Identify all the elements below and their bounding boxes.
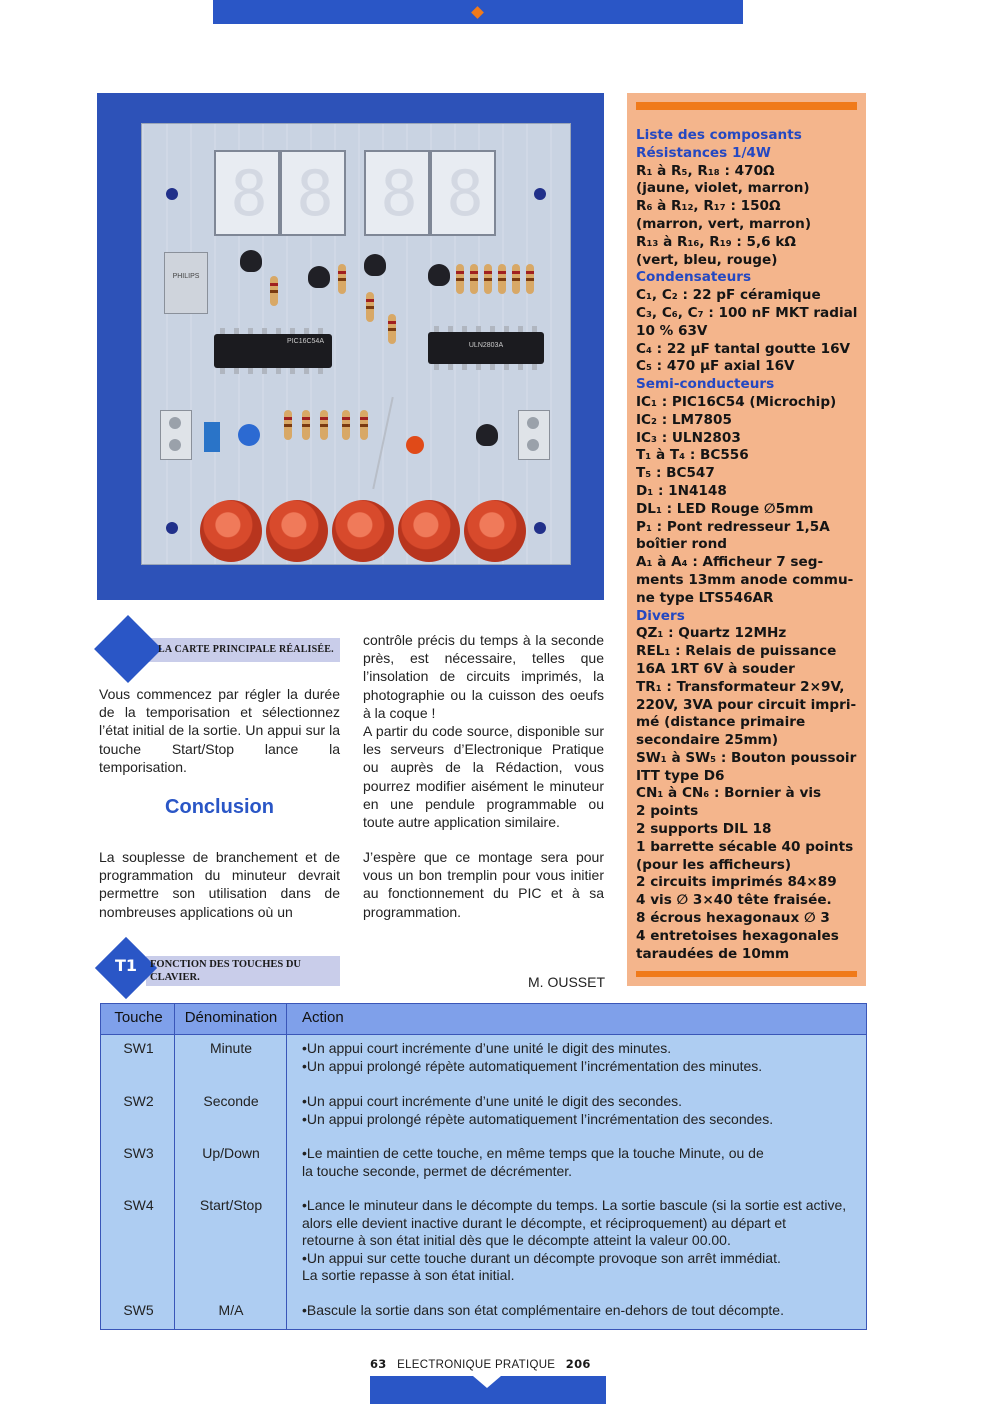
page-footer [370,1357,591,1371]
component-line: (marron, vert, marron) [636,215,812,232]
components-section-heading: Semi-conducteurs [636,376,775,393]
resistor [284,410,292,440]
table-header-cell: Touche [114,1009,163,1026]
terminal-block [160,410,192,460]
components-section-heading: Divers [636,607,685,624]
table-cell-key: SW2 [123,1093,154,1109]
component-line: 8 écrous hexagonaux ∅ 3 [636,910,830,927]
table-cell-action [302,1145,864,1180]
mounting-hole [166,522,178,534]
article-paragraph: La souplesse de branchement et de programmation du minuteur devrait permettre son utilisation dans de nombreuses applications où un [99,849,340,920]
table-cell-name: Seconde [203,1093,259,1109]
component-line: CN₁ à CN₆ : Bornier à vis [636,785,822,802]
component-line: 4 entretoises hexagonales [636,927,839,944]
components-list-panel [627,93,866,986]
table-number: T1 [114,956,138,975]
action-line: La sortie repasse à son état initial. [302,1267,515,1283]
pcb-board [141,123,571,565]
pic-microcontroller: PIC16C54A [214,334,332,368]
component-line: 1 barrette sécable 40 points [636,838,854,855]
component-line: T₅ : BC547 [636,465,715,482]
mounting-hole [534,522,546,534]
component-line: IC₁ : PIC16C54 (Microchip) [636,393,837,410]
component-line: C₄ : 22 µF tantal goutte 16V [636,340,851,357]
resistor [320,410,328,440]
components-list [636,127,862,963]
resistor [366,292,374,322]
table-cell-name: Start/Stop [199,1197,263,1213]
transistor [476,424,498,446]
magazine-name: ELECTRONIQUE PRATIQUE [397,1359,556,1371]
component-line: QZ₁ : Quartz 12MHz [636,625,787,642]
transistor [364,254,386,276]
component-line: ne type LTS546AR [636,589,774,606]
transistor [240,250,262,272]
component-line: 2 circuits imprimés 84×89 [636,874,837,891]
seven-segment-display: 8 [364,150,430,236]
component-line: SW₁ à SW₅ : Bouton poussoir [636,749,857,766]
uln2803-driver: ULN2803A [428,332,544,364]
seven-segment-display: 8 [430,150,496,236]
component-line: T₁ à T₄ : BC556 [636,447,749,464]
resistor [470,264,478,294]
component-line: ITT type D6 [636,767,725,784]
table-cell-action [302,1093,864,1128]
components-section-heading: Condensateurs [636,269,752,286]
author-signature: M. OUSSET [528,974,606,990]
bottom-arrow-ornament [473,1376,501,1388]
section-heading: Conclusion [165,796,274,818]
table-cell-action [302,1197,864,1285]
resistor [498,264,506,294]
table-cell-name: Minute [209,1040,253,1056]
photo-caption: LA CARTE PRINCIPALE RÉALISÉE. [158,644,334,655]
table-cell-key: SW5 [123,1302,154,1318]
article-paragraph: Vous commencez par régler la durée de la temporisation et sélectionnez l’état initial de la sortie. Un appui sur la touche Start/Stop lance la temporisation. [99,686,340,775]
action-line: •Lance le minuteur dans le décompte du temps. La sortie bascule (si la sortie est active, [302,1197,847,1213]
component-line: IC₂ : LM7805 [636,411,732,428]
resistor [484,264,492,294]
table-header-cell: Dénomination [184,1009,278,1026]
action-line: •Bascule la sortie dans son état complémentaire en-dehors de tout décompte. [302,1302,784,1318]
components-section-heading: Résistances 1/4W [636,144,771,161]
keys-function-table [100,1003,867,1330]
component-line: 2 supports DIL 18 [636,821,772,838]
action-line: •Un appui sur cette touche durant un décompte provoque son arrêt immédiat. [302,1249,781,1266]
issue-number: 206 [565,1357,591,1371]
panel-stripe [636,102,857,110]
table-cell-key: SW4 [123,1197,154,1213]
resistor [526,264,534,294]
component-line: C₅ : 470 µF axial 16V [636,358,795,375]
component-line: R₁ à R₅, R₁₈ : 470Ω [636,162,775,179]
resistor [302,410,310,440]
component-line: DL₁ : LED Rouge ∅5mm [636,500,814,517]
seven-segment-display: 8 [214,150,280,236]
resistor [456,264,464,294]
component-line: C₁, C₂ : 22 pF céramique [636,287,821,304]
component-line: 220V, 3VA pour circuit impri- [636,696,857,713]
component-line: REL₁ : Relais de puissance [636,643,837,660]
resistor [360,410,368,440]
action-line: retourne à son état initial dès que le décompte atteint la valeur 00.00. [302,1232,731,1248]
transistor [428,264,450,286]
resistor [512,264,520,294]
wire-bridge [372,397,394,489]
red-led [406,436,424,454]
component-line: R₆ à R₁₂, R₁₇ : 150Ω [636,198,781,215]
action-line: •Le maintien de cette touche, en même temps que la touche Minute, ou de [302,1145,764,1161]
resistor [342,410,350,440]
push-button [266,500,328,562]
table-header-cell: Action [302,1009,344,1026]
component-line: (vert, bleu, rouge) [636,251,778,268]
action-line: •Un appui court incrémente d’une unité le digit des minutes. [302,1040,672,1056]
component-line: R₁₃ à R₁₆, R₁₉ : 5,6 kΩ [636,233,796,250]
component-line: 2 points [636,803,699,820]
capacitor [204,422,220,452]
action-line: •Un appui court incrémente d’une unité le digit des secondes. [302,1093,683,1109]
component-line: IC₃ : ULN2803 [636,429,741,446]
components-section-heading: Liste des composants [636,127,802,143]
table-cell-name: Up/Down [202,1145,260,1161]
mounting-hole [534,188,546,200]
component-line: D₁ : 1N4148 [636,482,727,499]
page-number: 63 [370,1357,387,1371]
seven-segment-display: 8 [280,150,346,236]
pcb-photo [97,93,604,600]
component-line: mé (distance primaire [636,714,806,731]
action-line: la touche seconde, permet de décrémenter. [302,1162,573,1179]
table-title: FONCTION DES TOUCHES DU CLAVIER. [150,959,302,983]
push-button [398,500,460,562]
component-line: 10 % 63V [636,322,708,339]
article-paragraph: A partir du code source, disponible sur les serveurs d’Electronique Pratique ou auprès de la Rédaction, vous pourrez modifier aisément le minuteur en une pendule programmable ou toute autre application similaire. [363,723,604,831]
component-line: boîtier rond [636,536,727,553]
component-line: (jaune, violet, marron) [636,180,810,197]
capacitor [238,424,260,446]
push-button [200,500,262,562]
push-button [464,500,526,562]
table-cell-action [302,1040,864,1075]
component-line: A₁ à A₄ : Afficheur 7 seg- [636,554,824,571]
article-paragraph: J’espère que ce montage sera pour vous un bon tremplin pour vous initier au fonctionnement du PIC et à sa programmation. [363,849,604,920]
table-divider [286,1004,287,1329]
component-line: TR₁ : Transformateur 2×9V, [636,678,845,695]
component-line: 16A 1RT 6V à souder [636,660,795,677]
resistor [270,276,278,306]
action-line: alors elle devient inactive durant le décompte, et réciproquement) au départ et [302,1214,787,1231]
table-header-row [101,1004,866,1035]
component-line: secondaire 25mm) [636,732,779,749]
resistor [388,314,396,344]
table-cell-key: SW1 [123,1040,154,1056]
table-cell-key: SW3 [123,1145,154,1161]
table-cell-name: M/A [218,1302,244,1318]
component-line: ments 13mm anode commu- [636,571,854,588]
caption-diamond-ornament [94,615,162,683]
action-line: •Un appui prolongé répète automatiquement l’incrémentation des minutes. [302,1057,763,1074]
action-line: •Un appui prolongé répète automatiquement l’incrémentation des secondes. [302,1110,774,1127]
component-line: 4 vis ∅ 3×40 tête fraisée. [636,892,832,909]
quartz-crystal: PHILIPS [164,252,208,314]
component-line: C₃, C₆, C₇ : 100 nF MKT radial [636,304,858,321]
component-line: P₁ : Pont redresseur 1,5A [636,518,830,535]
component-line: taraudées de 10mm [636,945,790,962]
panel-stripe [636,971,857,977]
transistor [308,266,330,288]
table-cell-action [302,1302,864,1320]
push-button [332,500,394,562]
component-line: (pour les afficheurs) [636,856,792,873]
mounting-hole [166,188,178,200]
resistor [338,264,346,294]
article-paragraph: contrôle précis du temps à la seconde près, est nécessaire, telles que l’insolation de circuits imprimés, la photographie ou la cuisson des oeufs à la coque ! [363,632,604,721]
terminal-block [518,410,550,460]
